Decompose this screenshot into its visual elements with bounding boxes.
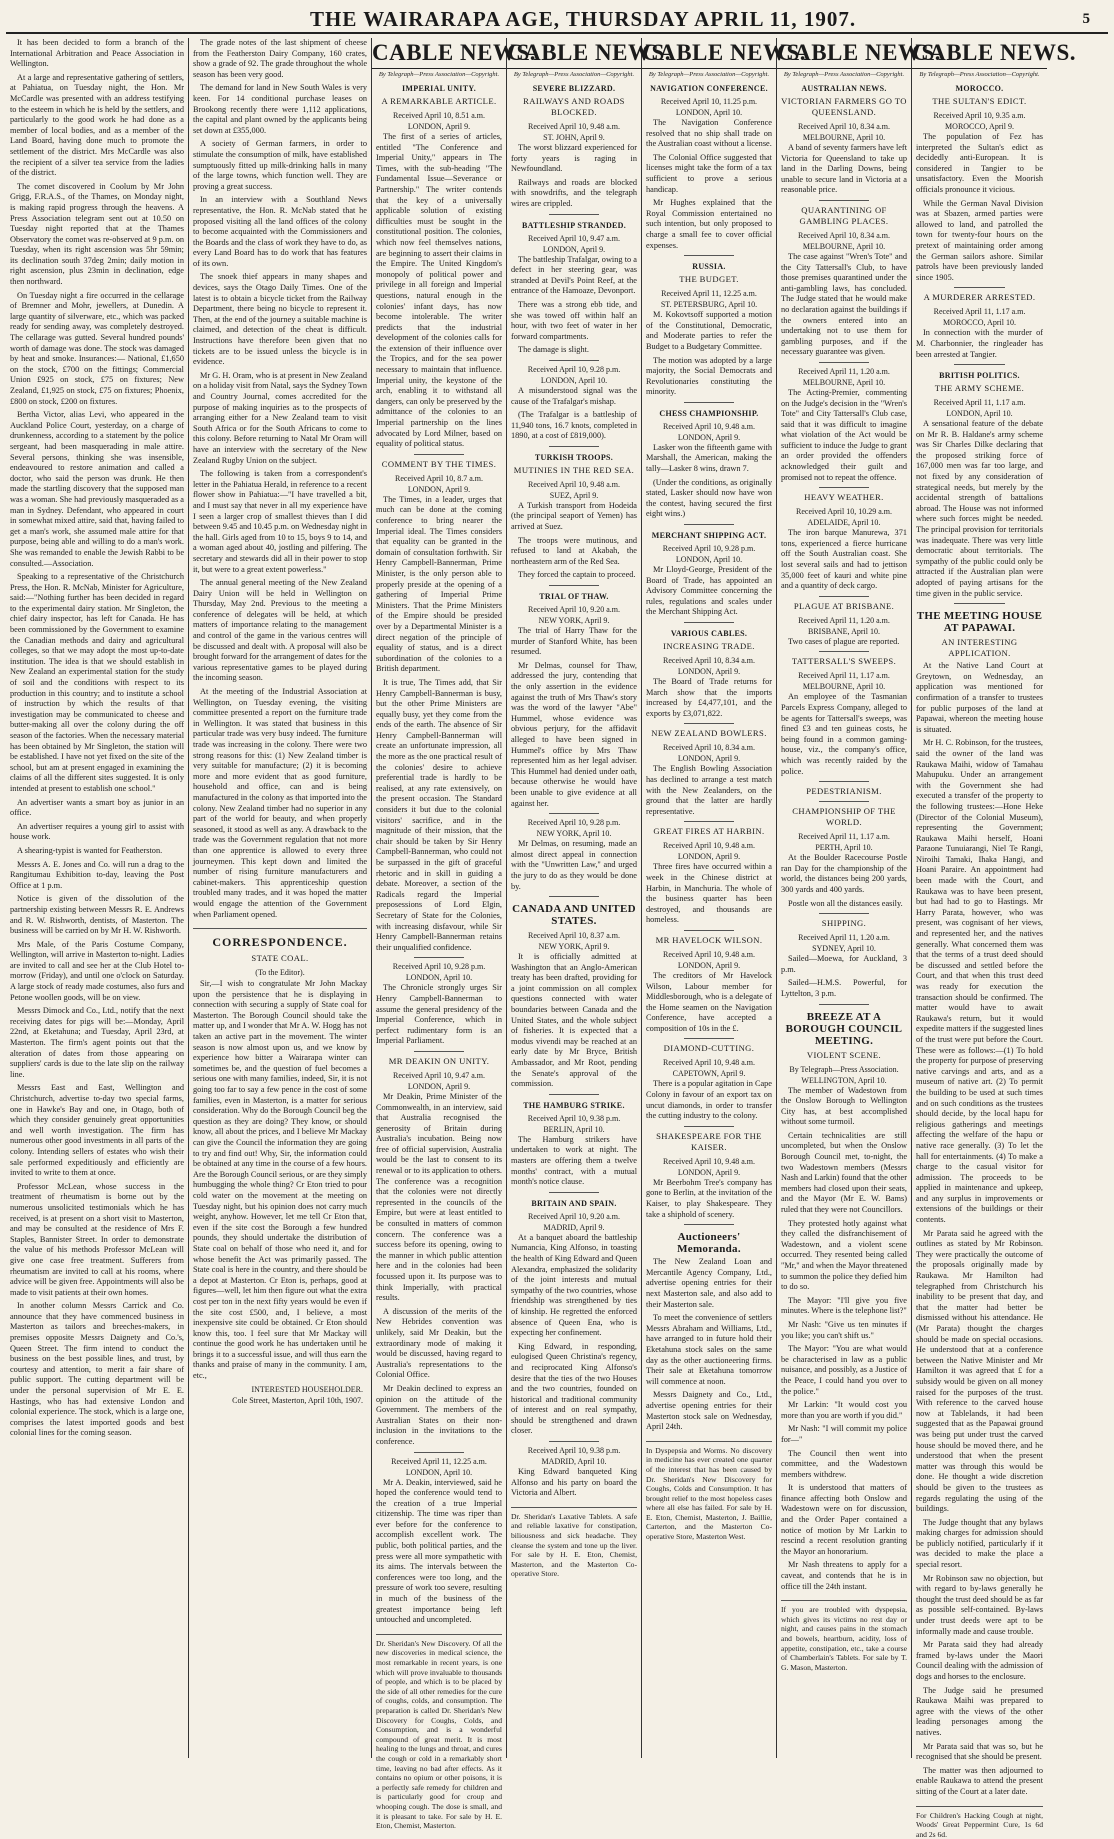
news-paragraph: In another column Messrs Carrick and Co. announce that they have commenced business in Masterton as tailors and breeches-makers, in premises opposite Messrs Daignety and Co.'s, Queen Street. The firm intend to conduct the business on the best possible lines, and trust, by courtesy and attention, to merit a fair share of public support. The cutting department will be under the personal supervision of Mr E. E. Hastings, who has had extensive London and colonial experience. The stock, which is a large one, comprises the latest imported goods and best colonial lines for the coming season. [10,1301,184,1438]
news-paragraph: The first of a series of articles, entitled "The Conference and Imperial Unity," appears in The Times, with the sub-heading "The Fundamental Issue—Severance or Partnership." The writer contends that the key of a universally applicable solution of existing difficulties must be sought in the constitutional position. The colonies, which now feel themselves nations, are beginning to assert their claims in the Empire. The United Kingdom's monopoly of political power and privilege in all foreign and Imperial questions, natural enough in the colonies' infant days, has now become intolerable. The writer predicts that the industrial development of the colonies calls for the extension of their influence over the Tropics, and for the sea power necessary to maintain that influence. Imperial unity, the keystone of the arch, enabling it to withstand all dangers, can only be preserved by the admittance of the colonies to an Imperial partnership on the lines advocated by Lord Milner, based on equality of political status. [376,132,502,449]
received-line: Received April 10, 9.38 p.m. [527,1113,621,1123]
section-heading: MERCHANT SHIPPING ACT. [651,531,767,541]
section-divider [954,287,1005,288]
section-heading: Auctioneers' Memoranda. [677,1231,741,1256]
news-paragraph: Mr Delmas, on resuming, made an almost direct appeal in connection with the "Unwritten Law," and urged the jury to do as they would be done by. [511,839,637,891]
dateline: LONDON, April 9. [677,754,741,764]
section-divider [549,1094,599,1095]
section-heading: NAVIGATION CONFERENCE. [650,84,768,93]
news-paragraph: M. Kokovtsoff supported a motion of the Constitutional, Democratic, and Moderate parties to refer the Budget to a Budgetary Committee. [646,310,772,351]
news-paragraph: An advertiser requires a young girl to assist with house work. [10,821,184,842]
press-byline: By Telegraph—Press Association—Copyright. [648,71,770,78]
dateline: LONDON, April 9. [677,1167,741,1177]
dateline: LONDON, April 9. [677,667,741,676]
news-paragraph: The Chronicle strongly urges Sir Henry Campbell-Bannerman to assume the general presidency of the Imperial Conference, which in perfect rudimentary form is an Imperial Parliament. [376,983,502,1046]
news-paragraph: Mr G. H. Oram, who is at present in New Zealand on a holiday visit from Natal, says the Sydney Town and Country Journal, comes accredited for the purpose of making inquiries as to the prospects of arranging either for a New Zealand team to visit South Africa or for the South Africans to come to this colony. Before returning to Natal Mr Oram will have an interview with the secretary of the New Zealand Rugby Union on the subject. [193,370,367,465]
news-paragraph: Three fires have occurred within a week in the Chinese district at Harbin, in Manchuria. The whole of the business quarter has been destroyed, and thousands are homeless. [646,862,772,925]
received-line: Received April 10, 8.37 a.m. [528,931,620,941]
news-paragraph: The member of Wadestown from the Onslow Borough to Wellington City has, at best accomplished without some turmoil. [781,1085,907,1127]
received-line: Received April 10, 9.28 p.m. [392,962,486,972]
article-subheading: COMMENT BY THE TIMES. [381,458,497,469]
dateline: LONDON, April 9. [677,960,741,970]
dateline: LONDON, April 10. [405,1467,473,1477]
news-paragraph: A Turkish transport from Hodeida (the principal seaport of Yemen) has arrived at Suez. [511,500,637,532]
news-paragraph: Sailed—Moewa, for Auckland, 3 p.m. [781,954,907,974]
news-paragraph: The iron barque Manurewa, 371 tons, experienced a fierce hurricane off the South Australian coast. She lost several sails and had to jettison 35,000 feet of kauri and white pine and a quantity of deck cargo. [781,528,907,591]
news-paragraph: There was a strong ebb tide, and she was towed off within half an hour, with two feet of water in her forward compartments. [511,299,637,341]
received-line: Received April 11, 1.17 a.m. [798,671,890,681]
news-paragraph: Mr Deakin, Prime Minister of the Commonwealth, in an interview, said that Australia recognised the generosity of Britain during Australia's incubation. Being now free of official supervision, Australia would be the last to consent to its renewal or to its application to others. The conference was a recognition that the colonies were not directly represented in the councils of the Empire, but were at least entitled to be consulted in matters of common concern. The conference was a success before its opening, owing to the manner in which public attention here and in the colonies had been focussed upon it. Its purpose was to think Imperially, with practical results. [376,1091,502,1303]
news-paragraph: Mr Larkin: "It would cost you more than you are worth if you did." [781,1400,907,1420]
received-line: Received April 11, 1.20 a.m. [798,933,890,943]
section-divider [954,603,1005,604]
news-paragraph: A discussion of the merits of the New Hebrides convention was unlikely, said Mr Deakin, but the extraordinary mode of making it would be discussed, having regard to Australia's representations to the Colonial Office. [376,1306,502,1380]
letter-title: STATE COAL. [251,953,309,964]
dateline: NEW YORK, April 9. [538,616,610,626]
received-line: Received April 10, 8.34 a.m. [663,743,755,753]
received-line: Received April 10, 8.34 a.m. [798,230,890,240]
news-paragraph: The comet discovered in Coolum by Mr John Grigg, F.R.A.S., of the Thames, on Monday night, is making rapid progress through the heavens. A Press Association telegram sent out at 10.50 on Tuesday night reported that at the Thames Observatory the comet was re-observed at 9 p.m. on Tuesday, when its right ascension was 5hr 59min; its declination south 37deg 2min; daily motion in right ascension, plus 23min in declination, edge then northward. [10,181,184,287]
section-divider [819,1004,869,1005]
section-heading: THE MEETING HOUSE AT PAPAWAI. [916,610,1043,635]
news-paragraph: The creditors of Mr Havelock Wilson, Labour member for Middlesborough, who is a delegate of the Home seamen on the Navigation Conference, have accepted a composition of 10s in the £. [646,970,772,1033]
dateline: MELBOURNE, April 10. [802,133,886,142]
dateline: NEW YORK, April 9. [538,942,610,952]
news-paragraph: Two cases of plague are reported. [788,636,900,646]
news-paragraph: They protested hotly against what they called the disfranchisement of Wadestown, and a violent scene occurred. They resented being called "Mr," and when the Mayor threatened to summon the police they defied him to do so. [781,1218,907,1292]
dateline: CAPETOWN, April 9. [672,1069,746,1079]
received-line: Received April 10, 9.47 a.m. [528,233,620,243]
press-byline: By Telegraph—Press Association—Copyright. [378,71,500,78]
news-paragraph: Mr Nash threatens to apply for a caveat, and contends that he is in office till the 24th instant. [781,1560,907,1591]
news-paragraph: The snoek thief appears in many shapes and devices, says the Otago Daily Times. One of the latest is to obtain a bicycle ticket from the Railway Department, there being no bicycle to represent it. Then, at the end of the journey a suitable machine is claimed, and detection of the cheat is difficult. Instructions have therefore been given that no tickets are to be issued unless the bicycle is in evidence. [193,272,367,367]
article-subheading: THE SULTAN'S EDICT. [932,96,1027,106]
article-subheading: PEDESTRIANISM. [806,786,882,797]
section-heading: MOROCCO. [955,84,1004,93]
article-subheading: MR HAVELOCK WILSON. [655,934,763,945]
news-paragraph: An employee of the Tasmanian Parcels Express Company, alleged to be agents for Tattersall's sweeps, was fined £3 and ten guineas costs, he being found in a common gaming-house, viz., the company's office, which was recently raided by the police. [781,692,907,776]
received-line: Received April 11, 1.17 a.m. [798,832,890,842]
news-paragraph: Messrs Dimock and Co., Ltd., notify that the next receiving dates for pigs will be:—Monday, April 22nd, at Eketahuna; and Tuesday, April 23rd, at Masterton. The firm's agent points out that the alteration of dates from those appearing on suppliers' cards is due to the late slip on the railway line. [10,1006,184,1079]
cable-news-banner: CABLE NEWS. [912,38,1047,69]
news-paragraph: A society of German farmers, in order to stimulate the consumption of milk, have established sumptuously fitted up milk-drinking halls in many of the large towns, which function well. They are proving a great success. [193,139,367,191]
section-divider [549,360,599,361]
letter-paragraph: Sir,—I wish to congratulate Mr John Mackay upon the persistence that he is displaying in connection with securing a supply of State coal for Masterton. The Borough Council should take the matter up, and I wonder that Mr A. W. Hogg has not taken an active part in the movement. The winter season is now almost upon us, and we know by experience how bitter a Wairarapa winter can sometimes be, and the question of fuel becomes a serious one with many families, indeed, Sir, it is not going too far to say a few pence in the cost of some families, even in Masterton, is a matter for serious consideration. Why do the Borough Council beg the question as they are doing? They know, or should know, all about the prices, and I believe Mr Mackay can give the Council the information they are going to try and find out! Why, Sir, the information could be obtained at any time in the course of a few hours. Are the Borough Council serious, or are they simply humbugging the whole thing? Cr Eton tried to pour cold water on the movement at the meeting on Tuesday night, but his opinion does not carry much weight, anyhow. However, let me tell Cr Eton that, even if the site cost the Borough a few hundred pounds, they should undertake the distribution of State coal on behalf of those who need it, and for whose benefit the Act was primarily passed. The State coal is here in the country, and there should be a depot at Masterton. Cr Eton is, perhaps, good at figures—well, let him then figure out what the extra cost per ton in the next fifty years would be even if the site cost £500, and, I believe, a most inexpensive site could be obtained. Cr Eton should know this, too. I feel sure that Mr Mackay will continue the good work he has undertaken until he brings it to a successful issue, and will thus earn the thanks and praise of many in the community. I am, etc., [193,979,367,1381]
news-paragraph: Professor McLean, whose success in the treatment of rheumatism is borne out by the numerous unsolicited testimonials which he has received, is at present on a short visit to Masterton, and may be consulted at the residence of Mrs F. Staples, Bannister Street. In order to demonstrate the value of his methods Professor McLean will give one case free treatment. Sufferers from rheumatism are invited to call at his rooms, where advice will be given free. Appointments will also be made to visit patients at their own homes. [10,1181,184,1297]
section-divider [549,585,599,586]
section-heading: TRIAL OF THAW. [539,592,609,602]
received-line: Received April 10, 9.28 p.m. [662,544,756,554]
received-line: Received April 10, 9.35 a.m. [933,111,1026,120]
dateline: MELBOURNE, April 10. [802,377,886,387]
section-divider [414,1452,464,1453]
news-paragraph: On Tuesday night a fire occurred in the cellarage of Bremner and Mohr, jewellers, at Dunedin. A large quantity of silverware, etc., which was packed ready for sending away, was completely destroyed. The cellarage was gutted. Several hundred pounds' worth of damage was done. The stock was damaged by heat and smoke. Insurances:— National, £1,650 on the stock, £700 on the fittings; Commercial Union £925 on stock, £75 on fixtures; New Zealand, £1,925 on stock, £75 on fixtures; Phoenix, £800 on stock, £200 on fixtures. [10,290,184,406]
section-heading: BATTLESHIP STRANDED. [521,220,627,230]
columns [6,38,1108,1839]
dateline: MOROCCO, April 10. [943,318,1016,328]
news-paragraph: Mr Lloyd-George, President of the Board of Trade, has appointed an Advisory Committee concerning the rules, regulations and scales under the Merchant Shipping Act. [646,565,772,617]
news-paragraph: Railways and roads are blocked with snowdrifts, and the telegraph wires are crippled. [511,177,637,208]
received-line: Received April 10, 9.48 a.m. [663,1058,755,1068]
received-line: Received April 11, 12.25 a.m. [661,289,757,299]
article-subheading: DIAMOND-CUTTING. [663,1043,755,1054]
column-2-local-news [189,38,372,1758]
news-paragraph: Messrs East and East, Wellington and Christchurch, advertise to-day two special farms, one in Hawke's Bay and one, in Otago, both of which they consider genuinely great opportunities and well worth investigation. The firm has numerous other good investments in all parts of the colony. Intending sellers of estates who wish their sale performed expeditiously and efficiently are invited to write to them at once. [10,1083,184,1178]
received-line: Received April 10, 9.48 a.m. [663,1156,755,1166]
received-line: Received April 10, 9.48 a.m. [663,421,755,431]
dateline: LONDON, April 10. [675,555,743,565]
news-paragraph: Speaking to a representative of the Christchurch Press, the Hon. R. McNab, Minister for Agriculture, said:—"Nothing further has been decided in regard to the experimental dairy station. Mr Singleton, the chief dairy inspector, has left for Canada. He has been commissioned by the Government to examine the Canadian methods and dairy and agricultural colleges, so that we may adopt the most up-to-date institution. The idea is that we should establish in New Zealand an experimental station for the study of soil and the conditions with respect to its production in this country; and to institute a school of instruction by which the results of that investigation may be communicated to cheese and butter-making all over the colony during the off season of the factories. When the necessary material has been obtained by Mr Singleton, the station will be established. I have not yet fixed on the site of the school, but am at present engaged in examining the claims of all the different sites suggested. It is only intended at present to establish one school." [10,572,184,793]
news-paragraph: The Judge said he presumed Raukawa Maihi was prepared to agree with the views of the other leading personages among the natives. [916,1685,1043,1737]
section-divider [819,596,869,597]
news-paragraph: It is officially admitted at Washington that an Anglo-American treaty has been drafted, providing for a joint commission on all complex questions connected with water boundaries between Canada and the United States, and the whole subject of fisheries. It is expected that a modus vivendi may be reached at an early date by Mr Bryce, British Ambassador, and Mr Root, pending the Senate's approval of the commission. [511,952,637,1089]
received-line: Received April 10, 9.20 a.m. [528,1211,620,1221]
advertisement [646,1441,772,1542]
advertisement [916,1806,1043,1839]
section-divider [684,255,734,256]
article-subheading: MR DEAKIN ON UNITY. [388,1055,490,1066]
section-heading: BRITISH POLITICS. [939,371,1020,381]
dateline: LONDON, April 10. [675,108,743,117]
received-line: Received April 10, 9.48 a.m. [528,122,620,131]
dateline: MELBOURNE, April 10. [802,682,886,692]
news-paragraph: A shearing-typist is wanted for Featherston. [17,845,163,855]
news-paragraph: Mr Nash: "I will commit my police for—" [781,1424,907,1444]
received-line: Received April 11, 1.20 a.m. [798,615,890,625]
news-paragraph: The following is taken from a correspondent's letter in the Pahiatua Herald, in reference to a recent flower show in Pahiatua:—"I have travelled a bit, and I must say that never in all my experience have I seen a larger crop of smallest thieves than I did between 9.45 and 10.45 p.m. on Wednesday night in the hall. Girls aged from 10 to 15, boys 9 to 14, and a woman aged about 40, jostling and pilfering. The secretary and stewards did all in their power to stop it, but were to a great extent powerless." [193,469,367,574]
news-paragraph: At the meeting of the Industrial Association at Wellington, on Tuesday evening, the visiting committee presented a report on the furniture trade in Wellington. It was stated that business in this particular trade was very busy indeed. The furniture trade was increasing in the colony. There were two strong reasons for this: (1) New Zealand timber is very suitable for manufacture; (2) it is becoming more and more evident that as good furniture, household and office, can and is being manufactured in the colony as that imported into the colony. New Zealand timber had no superior in any part of the world for beauty, and when properly seasoned, it stood as well as any. A drawback to the trade was the Government regulation that not more than one apprentice is allowed to every three journeymen. This kept down and limited the number of rising furniture manufacturers and cabinet-makers. This apprenticeship question troubled many trades, and it was hoped the matter would engage the attention of the Government when Parliament opened. [193,687,367,919]
newspaper-title: THE WAIRARAPA AGE, THURSDAY APRIL 11, 1907. [310,6,857,31]
news-paragraph: The Mayor: "I'll give you five minutes. Where is the telephone list?" [781,1295,907,1316]
received-line: Received April 10, 9.20 a.m. [528,605,620,615]
masthead [6,6,1108,34]
press-byline: By Telegraph—Press Association—Copyright. [783,71,905,78]
dateline: NEW YORK, April 10. [536,829,612,839]
section-divider [684,1126,734,1127]
news-paragraph: Mr Deakin declined to express an opinion on the attitude of the Government. The members of the Australian States on their non-inclusion in the invitations to the conference. [376,1383,502,1446]
news-paragraph: The Navigation Conference resolved that no ship shall trade on the Australian coast without a license. [646,118,772,149]
dateline: BERLIN, April 10. [543,1124,605,1134]
letter-address-line: (To the Editor). [255,968,305,978]
news-paragraph: Messrs Daignety and Co., Ltd., advertise opening entries for their Masterton stock sale on Wednesday, April 24th. [646,1390,772,1432]
news-paragraph: There is a popular agitation in Cape Colony in favour of an export tax on uncut diamonds, in order to transfer the cutting industry to the colony. [646,1079,772,1121]
news-paragraph: The Colonial Office suggested that licenses might take the form of a tax sufficient to prove a serious handicap. [646,152,772,194]
article-subheading: GREAT FIRES AT HARBIN. [653,826,765,837]
advertisement-text: For Children's Hacking Cough at night, Woods' Great Peppermint Cure, 1s 6d and 2s 6d. [916,1810,1043,1839]
advertisement-text: In Dyspepsia and Worms. No discovery in medicine has ever created one quarter of the interest that has been caused by Dr. Sheridan's New Discovery for Coughs, Colds and Consumption. It has brought relief to the most hopeless cases where all else has failed. For sale by H. E. Eton, Chemist, Masterton, J. Baillie, Carterton, and the Masterton Co-operative Store, Masterton West. [646,1445,772,1542]
news-paragraph: Mr Delmas, counsel for Thaw, addressed the jury, contending that the only assertion in the evidence against the truth of Mrs Thaw's story was the word of the lawyer "Abe" Hummel, whose evidence was obvious perjury, for the affidavit alleged to have been signed in Hummel's office by Mrs Thaw represented him as her legal adviser. This Hummel had denied under oath, because otherwise he would have been unable to give evidence at all against her. [511,660,637,808]
received-line: Received April 10, 9.28 p.m. [527,364,621,374]
received-line: Received April 10, 10.29 a.m. [796,507,892,517]
news-paragraph: The case against "Wren's Tote" and the City Tattersall's Club, to have those premises quarantined under the anti-gambling laws, has concluded. The Judge stated that he would make no declaration against the buildings if the owners entered into an undertaking not to use them for gambling purposes, and if the necessary guarantee was given. [781,251,907,357]
section-divider [684,402,734,403]
received-line: Received April 10, 9.38 p.m. [527,1446,621,1456]
news-paragraph: Sailed—H.M.S. Powerful, for Lyttelton, 3 p.m. [781,978,907,998]
dateline: LONDON, April 9. [542,244,606,254]
news-paragraph: At a banquet aboard the battleship Numancia, King Alfonso, in toasting the health of King Edward and Queen Alexandra, emphasized the solidarity of the joint interests and mutual sympathy of the two countries, whose friendship was strengthened by ties of kinship. He regretted the enforced absence of Queen Ena, who is expecting her confinement. [511,1232,637,1338]
dateline: ADELAIDE, April 10. [807,518,881,528]
cable-news-banner: CABLE NEWS. [507,38,641,69]
news-paragraph: Bertha Victor, alias Levi, who appeared in the Auckland Police Court, yesterday, on a charge of drunkenness, according to a statement by the police sergeant, had been masquerading in male attire. Several persons, thinking she was insensible, endeavoured to restore animation and called a doctor, who said the person was drunk. He then made the startling discovery that the supposed man was a woman. She had previously masqueraded as a man in Sydney. Defendant, who appeared in court in somewhat mixed attire, said that, having failed to get a man's work, she assumed male attire for that purpose, being able and willing to do a man's work. She was remanded to enable the Jewish Rabbi to be consulted.—Association. [10,410,184,568]
section-divider [819,651,869,652]
received-line: Received April 10, 9.48 a.m. [663,949,755,959]
news-paragraph: Mr Beerbohm Tree's company has gone to Berlin, at the invitation of the Kaiser, to play Shakespeare. They take a shiphold of scenery. [646,1177,772,1219]
dateline: ST. JOHN, April 9. [543,133,605,142]
section-divider [954,364,1005,365]
received-line: Received April 10, 9.47 a.m. [393,1070,485,1080]
news-paragraph: The worst blizzard experienced for forty years is raging in Newfoundland. [511,143,637,174]
received-line: Received April 10, 9.48 a.m. [663,841,755,851]
section-divider [414,957,464,958]
news-paragraph: It is understood that matters of finance affecting both Onslow and Wadestown were on for discussion, and the Order Paper contained a notice of motion by Mr Larkin to rescind a recent resolution granting the Mayor an honorarium. [781,1483,907,1556]
dateline: LONDON, April 9. [407,1081,471,1091]
news-paragraph: The Judge thought that any bylaws making charges for admission should be publicly notified, particularly if it was decided to make the place a special resort. [916,1517,1043,1570]
news-paragraph: A misunderstood signal was the cause of the Trafalgar's mishap. [511,385,637,406]
news-paragraph: A sensational feature of the debate on Mr R. B. Haldane's army scheme was Sir Charles Dilke declaring that the proposed striking force of 167,000 men was far too large, and not fixed by any consideration of strategical needs, but merely by the accidental strength of battalions abroad. The House was not informed where such forces might be needed. The principal provision for territorials was inadequate. There was very little democratic about territorials. The sympathy of the public could only be attracted if the Australian plan were adopted of paying artisans for the time given in the public service. [916,419,1043,598]
dateline: MADRID, April 10. [541,1457,607,1467]
section-divider [819,362,869,363]
article-subheading: TATTERSALL'S SWEEPS. [791,656,897,667]
news-paragraph: King Edward, in responding, eulogised Queen Christina's regency, and reciprocated King Alfonso's desire that the ties of the two Houses and the two countries, founded on historical and traditional community of interest and on real sympathy, should be strengthened and drawn closer. [511,1341,637,1436]
article-subheading: SHIPPING. [821,918,867,929]
article-subheading: HEAVY WEATHER. [804,492,884,503]
news-paragraph: Mr H. C. Robinson, for the trustees, said the owner of the land was Raukawa Maihi, widow of Tamahau Mahupuku. Under an arrangement with the Government she had executed a transfer of the property to the following trustees:—Hone Heke (Director of the Colonial Museum), representing the Government; Raukawa Maihi herself, Hoani Paraone Tunuiarangi, Niel Te Rangi, Niroihi Tamaki, Ihaka Hangi, and Hoani Paraire. An appointment had been made with the Court, and Raukawa was to have been present, but had had to go to Hastings. Mr Harry Parata, however, who was present, was cognisant of her views, and represented her, and the natives generally. What concerned them was that the terms of a trust deed should be discussed and settled before the Court, and that when this trust deed was ready for execution the transaction should be confirmed. The matter would have to await Raukawa's return, but it would expedite matters if the suggested lines of the trust were put before the Court. These were as follows:—(1) To hold the property for purpose of preserving native carvings and arts, and as a museum of native art. (2) To permit the building to be used at such times and on such conditions as the trustees should decide, by the local hapu for religious gatherings and meetings affecting the welfare of the hapu or native race generally. (3) To let the hall for entertainments. (4) To make a charge to the casual visitor for admission. The proceeds to be applied in maintenance and upkeep, and any surplus in improvements or extensions of the buildings or their contents. [916,738,1043,1225]
section-heading: IMPERIAL UNITY. [402,84,476,93]
news-paragraph: In an interview with a Southland News representative, the Hon. R. McNab stated that he proposed visiting all the land offices of the colony to become acquainted with the Commissioners and the Boards and the class of work they have to do, as every Land Board has to do work that has features of its own. [193,195,367,268]
section-heading: THE HAMBURG STRIKE. [523,1100,625,1110]
article-subheading: RAILWAYS AND ROADS BLOCKED. [523,96,625,117]
news-paragraph: In connection with the murder of M. Charbonnier, the ringleader has been arrested at Tangier. [916,328,1043,359]
received-line: Received April 10, 8.51 a.m. [393,111,485,120]
advertisement-text: Dr. Sheridan's New Discovery. Of all the new discoveries in medical science, the most remarkable in recent years, is one which will prove invaluable to thousands of people, and which is to be placed by the side of all other remedies for the cure of coughs, colds, and consumption. The preparation is called Dr. Sheridan's New Discovery for Coughs, Colds, and Consumption, and is a wonderful compound of great merit. It is most healing to the lungs and throat, and cures the cough or cold in a remarkably short time, leaving no bad after effects. As it contains no opium or other poisons, it is a perfectly safe remedy for children and is particularly good for croup and whooping cough. The dose is small, and it is pleasant to take. For sale by H. E. Eton, Chemist, Masterton. [376,1638,502,1831]
advertisement-text: Dr. Sheridan's Laxative Tablets. A safe and reliable laxative for constipation, biliousness and sick headache. They cleanse the system and tone up the liver. For sale by H. E. Eton, Chemist, Masterton, and the Masterton Co-operative Store. [511,1511,637,1579]
news-paragraph: The demand for land in New South Wales is very keen. For 14 conditional purchase leases on Brookong recently there were 1,112 applications, the capital and plant owned by the applicants being set down at £355,000. [193,83,367,135]
news-paragraph: The New Zealand Loan and Mercantile Agency Company, Ltd., advertise opening entries for their next Masterton sale, and also add to their Masterton sale. [646,1257,772,1309]
news-paragraph: The Board of Trade returns for March show that the imports increased by £4,477,101, and the exports by £3,071,822. [646,677,772,718]
advertisement [511,1507,637,1579]
news-paragraph: Postle won all the distances easily. [788,898,903,908]
section-heading: RUSSIA. [692,262,726,272]
section-heading: AUSTRALIAN NEWS. [801,84,887,93]
column-7-cable-news [912,38,1076,1839]
received-line: Received April 10, 9.28 p.m. [527,818,621,828]
news-paragraph: The Acting-Premier, commenting on the Judge's decision in the "Wren's Tote" and City Tattersall's Club case, said that it was difficult to imagine what violation of the Act would be sufficient to induce the Judge to grant an order provided the offenders acknowledged their guilt and promised not to repeat the offence. [781,387,907,482]
received-line: Received April 10, 8.7 a.m. [395,473,483,483]
received-line: Received April 11, 12.25 a.m. [391,1456,487,1466]
news-paragraph: To meet the convenience of settlers Messrs Abraham and Williams, Ltd., have arranged to in future hold their Eketahuna stock sales on the same day as the other auctioneering firms. Their sale at Eketahuna tomorrow will commence at noon. [646,1313,772,1386]
news-paragraph: The trial of Harry Thaw for the murder of Stanford White, has been resumed. [511,626,637,657]
article-subheading: A MURDERER ARRESTED. [923,292,1036,303]
article-subheading: NEW ZEALAND BOWLERS. [651,728,767,739]
section-divider [549,1192,599,1193]
dateline: MADRID, April 9. [543,1222,605,1232]
received-line: By Telegraph—Press Association. [789,1064,899,1074]
news-paragraph: Mr Robinson saw no objection, but with regard to by-laws generally he thought the trust deed should be as far as possible self-contained. By-laws under trust deeds were apt to be informally made and cause trouble. [916,1573,1043,1636]
dateline: LONDON, April 10. [946,409,1013,419]
news-paragraph: At the Boulder Racecourse Postle ran Day for the championship of the world, the distances being 200 yards, 300 yards and 400 yards. [781,853,907,894]
news-paragraph: Mr A. Deakin, interviewed, said he hoped the conference would tend to the creation of a true Imperial citizenship. The time was riper than ever before for the conference to accomplish excellent work. The public, both political parties, and the press were all more sympathetic with its aims. The intervals between the conferences were too long, and the pressure of work too severe, resulting in much of the business of the greatest importance being left untouched and uncompleted. [376,1477,502,1625]
section-heading: SEVERE BLIZZARD. [532,84,616,93]
news-paragraph: Mr Nash: "Give us ten minutes if you like; you can't shift us." [781,1319,907,1340]
press-byline: By Telegraph—Press Association—Copyright. [919,71,1040,78]
received-line: Received April 10, 9.48 a.m. [528,479,620,489]
article-subheading: MUTINIES IN THE RED SEA. [513,464,635,475]
dateline: SUEZ, April 9. [549,490,599,500]
section-heading: VARIOUS CABLES. [670,629,748,638]
dateline: PERTH, April 10. [815,843,873,853]
article-subheading: INCREASING TRADE. [663,641,755,651]
article-subheading: VIOLENT SCENE. [806,1049,882,1060]
advertisement [781,1600,907,1672]
cable-news-banner: CABLE NEWS. [777,38,911,69]
advertisement-text: If you are troubled with dyspepsia, which gives its victims no rest day or night, and causes pains in the stomach and bowels, heartburn, acidity, loss of appetite, constipation, etc., take a course of Chamberlain's Tablets. For sale by T. G. Mason, Masterton. [781,1605,907,1672]
received-line: Received April 11, 1.17 a.m. [933,307,1026,317]
news-paragraph: Mr Parata said they had already framed by-laws under the Maori Council dealing with the admission of dogs and horses to the enclosure. [916,1640,1043,1681]
news-paragraph: (Under the conditions, as originally stated, Lasker should now have won the contest, having secured the first eight wins.) [646,477,772,519]
news-paragraph: Mrs Male, of the Paris Costume Company, Wellington, will arrive in Masterton to-night. Ladies are invited to call and see her at the Club Hotel to-morrow (Friday), and until one o'clock on Saturday. A large stock of ready made costumes, also furs and Petone woollen goods, will be on view. [10,939,184,1002]
dateline: ST. PETERSBURG, April 10. [660,300,758,310]
dateline: BRISBANE, April 10. [807,626,880,636]
news-paragraph: The grade notes of the last shipment of cheese from the Featherston Dairy Company, 160 crates, show a grade of 92. The grade throughout the whole season has been very good. [193,38,367,79]
article-subheading: THE ARMY SCHEME. [934,383,1025,394]
section-heading: CHESS CHAMPIONSHIP. [659,408,759,418]
received-line: Received April 10, 8.34 a.m. [663,656,755,665]
news-paragraph: Messrs A. E. Jones and Co. will run a drag to the Rangitumau Exhibition to-day, leaving the Post Office at 1 p.m. [10,859,184,890]
section-heading: CANADA AND UNITED STATES. [512,903,636,928]
article-subheading: VICTORIAN FARMERS GO TO QUEENSLAND. [781,96,907,117]
section-divider [684,821,734,822]
news-paragraph: The Mayor: "You are what would be characterised in law as a public nuisance, and possibly, as a Justice of the Peace, I could hand you over to the police." [781,1344,907,1396]
section-divider [684,1224,734,1225]
dateline: LONDON, April 9. [677,852,741,862]
news-paragraph: The troops were mutinous, and refused to land at Akabah, the northeastern arm of the Red Sea. [511,535,637,566]
dateline: LONDON, April 9. [407,122,471,131]
section-divider [549,446,599,447]
news-paragraph: (The Trafalgar is a battleship of 11,940 tons, 16.7 knots, completed in 1890, at a cost of £819,000). [511,410,637,441]
section-divider [819,801,869,802]
section-divider [684,930,734,931]
section-divider [549,214,599,215]
news-paragraph: The motion was adopted by a large majority, the Social Democrats and Revolutionaries constituting the minority. [646,355,772,397]
dateline: WELLINGTON, April 10. [801,1075,887,1085]
news-paragraph: Mr Parata said that was so, but he recognised that she should be present. [916,1741,1043,1762]
section-heading: BREEZE AT A BOROUGH COUNCIL MEETING. [785,1010,903,1047]
dateline: LONDON, April 10. [540,375,608,385]
press-byline: By Telegraph—Press Association—Copyright. [513,71,635,78]
news-paragraph: An advertiser wants a smart boy as junior in an office. [10,797,184,818]
article-subheading: THE BUDGET. [679,274,739,285]
section-divider [819,781,869,782]
section-divider [549,813,599,814]
news-paragraph: The battleship Trafalgar, owing to a defect in her steering gear, was stranded at Devil's Point Reef, at the entrance of the Hamoaze, Devonport. [511,254,637,296]
section-divider [414,1051,464,1052]
news-paragraph: The damage is slight. [518,345,589,355]
news-paragraph: Lasker won the fifteenth game with Marshall, the American, making the tally—Lasker 8 wins, drawn 7. [646,442,772,474]
news-paragraph: Mr Parata said he agreed with the outlines as stated by Mr Robinson. They were practically the outcome of the proposals originally made by Raukawa. Mr Hamilton had telegraphed from Christchurch his inability to be present that day, and that the matter had better be dismissed without his attendance. He (Mr Parata) thought the charges should be made on special occasions. He understood that at a conference between the Native Minister and Mr Hamilton it was agreed that £ for a subsidy would be given on all money raised for the purposes of the trust. With reference to the carved house now at Tablelands, it had been suggested that as the Papawai ground was being put under trust the carved house should be moved there, and he understood that when the present matter was through this would be done. He thought a wide discretion should be given to the trustees as regards regulating the using of the buildings. [916,1228,1043,1514]
news-paragraph: The annual general meeting of the New Zealand Dairy Union will be held in Wellington on Thursday, May 2nd. Previous to the meeting a conference of delegates will be held, at which matters of importance relating to the management and control of the game in the various centres will be discussed and dealt with. A proposal will also be brought forward for the arrangement of dates for the various representative games to be played during the incoming season. [193,578,367,683]
news-paragraph: King Edward banqueted King Alfonso and his party on board the Victoria and Albert. [511,1467,637,1498]
news-paragraph: Mr Hughes explained that the Royal Commission entertained no such intention, but only proposed to charge a small fee to cover official expenses. [646,198,772,250]
news-paragraph: At the Native Land Court at Greytown, on Wednesday, an application was mentioned for confirmation of a transfer to trustees for public purposes of the land at Papawai, whereon the meeting house is situated. [916,661,1043,734]
section-heading: TURKISH TROOPS. [534,452,614,462]
news-paragraph: The matter was then adjourned to enable Raukawa to attend the present sitting of the Court at a later date. [916,1765,1043,1796]
news-paragraph: While the German Naval Division was at Sbazen, armed parties were allowed to land, and patrolled the town for twenty-four hours on the pretext of maintaining order among the German sailors ashore. Similar patrols have been previously landed since 1905. [916,198,1043,282]
news-paragraph: At a large and representative gathering of settlers, at Pahiatua, on Tuesday night, the Hon. Mr McCardle was presented with an address testifying to the esteem in which he is held by the settlers, and particularly to the good work he had done as a member of local bodies, and as a member of the Land Board, having done much to promote the settlement of the district. Mrs McCardle was also the recipient of a silver tea service from the ladies of the district. [10,72,184,178]
news-paragraph: The population of Fez has interpreted the Sultan's edict as decidedly anti-European. It is considered in Tangier to be unsatisfactory. Even the Moorish officials pronounce it vicious. [916,132,1043,194]
section-divider [819,487,869,488]
column-3-cable-news [372,38,536,1831]
column-5-cable-news [642,38,806,1758]
dateline: LONDON, April 9. [407,484,471,494]
article-subheading: A REMARKABLE ARTICLE. [381,96,497,106]
column-1-local-news [6,38,189,1758]
section-divider [549,896,599,897]
dateline: LONDON, April 9. [677,432,741,442]
dateline: SYDNEY, April 10. [812,944,876,954]
section-divider [819,200,869,201]
section-divider [684,1038,734,1039]
article-subheading: CHAMPIONSHIP OF THE WORLD. [792,806,896,828]
received-line: Received April 11, 1.20 a.m. [798,366,890,376]
column-6-cable-news [777,38,941,1758]
letter-signature: INTERESTED HOUSEHOLDER. [251,1384,363,1394]
section-divider [684,723,734,724]
news-paragraph: The Council then went into committee, and the Wadestown members withdrew. [781,1448,907,1479]
column-4-cable-news [507,38,671,1758]
received-line: Received April 10, 11.25 p.m. [660,97,758,106]
section-heading: CORRESPONDENCE. [193,928,367,950]
dateline: MELBOURNE, April 10. [802,241,886,251]
news-paragraph: Notice is given of the dissolution of the partnership existing between Messrs R. E. Andrews and R. W. Rishworth, dentists, of Masterton. The business will be carried on by Mr H. W. Rishworth. [10,894,184,936]
news-paragraph: It is true, The Times add, that Sir Henry Campbell-Bannerman is busy, but the other Prime Ministers are equally busy, yet they come from the ends of the earth. The absence of Sir Henry Campbell-Bannerman will create an unfortunate impression, all the more as the one practical result of the colonies' desire to achieve preferential trade is hardly to be realised, at any rate extensively, on the present occasion. The Standard considers it but due to the colonial visitors' sacrifice, and in the magnitude of their mission, that the chair should be taken by Sir Henry Campbell-Bannerman, who could not be surpassed in the gift of graceful rhetoric and in skill in guiding a debate. Moreover, a section of the Radicals regard the Imperial preposessions of Lord Elgin, Secretary of State for the Colonies, with increasing disfavour, while Sir Henry Campbell-Bannerman retains their unqualified confidence. [376,677,502,952]
dateline: LONDON, April 10. [405,973,473,983]
section-divider [684,524,734,525]
news-paragraph: The English Bowling Association has declined to arrange a test match with the New Zealanders, on the ground that the latter are hardly representative. [646,764,772,816]
article-subheading: QUARANTINING OF GAMBLING PLACES. [799,204,889,226]
article-subheading: SHAKESPEARE FOR THE KAISER. [656,1130,762,1152]
news-paragraph: The Hamburg strikers have undertaken to work at night. The masters are offering them a twelve months' contract, with a mutual month's notice clause. [511,1134,637,1187]
cable-news-banner: CABLE NEWS. [372,38,506,69]
received-line: Received April 10, 8.34 a.m. [798,122,890,131]
advertisement [376,1634,502,1831]
dateline: MOROCCO, April 9. [945,122,1014,131]
news-paragraph: A band of seventy farmers have left Victoria for Queensland to take up land in the Darling Downs, being unable to secure land in Victoria at a reasonable price. [781,143,907,195]
letter-dateline: Cole Street, Masterton, April 10th, 1907. [232,1395,363,1405]
section-divider [684,622,734,623]
news-paragraph: The Times, in a leader, urges that much can be done at the coming conference to bring nearer the Imperial ideal. The Times considers that equality can be granted in the domain of consultation forthwith. Sir Henry Campbell-Bannerman, Prime Minister, is the only person able to properly preside at the opening of a gathering of Imperial Prime Ministers. That the Prime Ministers of the Empire should be presided over by a Departmental Minister is a direct negation of the principle of equality of status, and is a direct subordination of the colonies to a British department. [376,494,502,674]
article-subheading: AN INTERESTING APPLICATION. [941,637,1018,659]
news-paragraph: They forced the captain to proceed. [518,570,636,580]
section-divider [549,1441,599,1442]
page-number: 5 [1082,10,1090,27]
section-divider [819,913,869,914]
news-paragraph: Certain technicalities are still uncompleted, but when the Onslow Borough Council met, to-night, the two Wadestown members (Messrs Nash and Larkin) found that the other members had closed upon their seats, and the Mayor (Mr E. W. Bams) ruled that they were not Councillors. [781,1130,907,1215]
article-subheading: PLAGUE AT BRISBANE. [793,600,895,611]
section-divider [414,454,464,455]
section-heading: BRITAIN AND SPAIN. [531,1198,617,1208]
news-paragraph: It has been decided to form a branch of the International Arbitration and Peace Association in Wellington. [10,38,184,69]
cable-news-banner: CABLE NEWS. [642,38,776,69]
received-line: Received April 11, 1.17 a.m. [933,398,1026,408]
